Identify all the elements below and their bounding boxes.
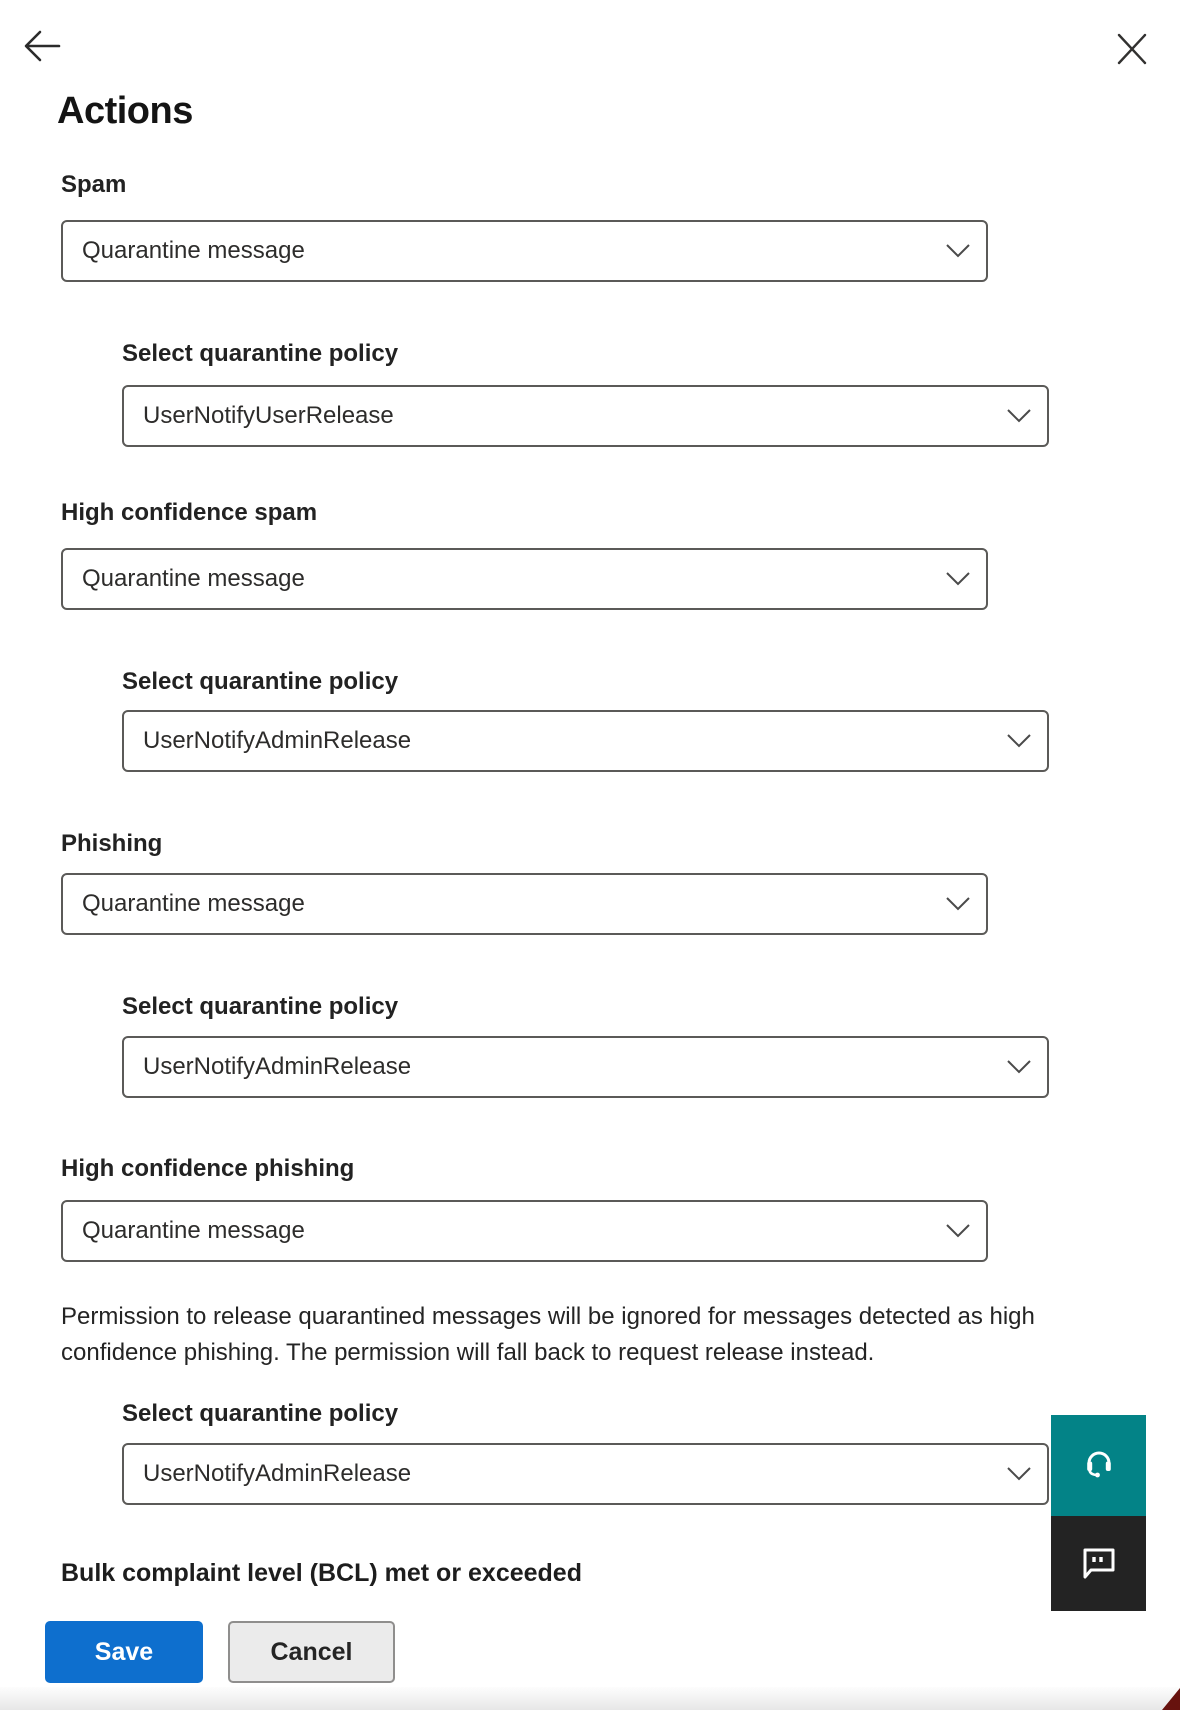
- bulk-complaint-level-label: Bulk complaint level (BCL) met or exceeded: [61, 1559, 582, 1587]
- chevron-down-icon: [1006, 733, 1032, 749]
- phishing-quarantine-policy-label: Select quarantine policy: [122, 993, 399, 1020]
- headset-icon: [1076, 1441, 1122, 1490]
- feedback-button[interactable]: [1051, 1516, 1146, 1611]
- chevron-down-icon: [1006, 1059, 1032, 1075]
- chevron-down-icon: [1006, 1466, 1032, 1482]
- arrow-left-icon: [20, 54, 64, 69]
- spam-quarantine-policy-dropdown[interactable]: [122, 385, 1049, 447]
- page-bottom-fade: [0, 1687, 1180, 1710]
- chevron-down-icon: [945, 571, 971, 587]
- close-button[interactable]: [1112, 30, 1152, 68]
- high-confidence-phishing-quarantine-policy-dropdown[interactable]: [122, 1443, 1049, 1505]
- corner-artifact: [1162, 1688, 1180, 1710]
- phishing-action-value: Quarantine message: [82, 890, 305, 917]
- chevron-down-icon: [945, 896, 971, 912]
- high-confidence-phishing-action-value: Quarantine message: [82, 1217, 305, 1244]
- high-confidence-phishing-quarantine-policy-value: UserNotifyAdminRelease: [143, 1460, 412, 1487]
- close-icon: [1112, 56, 1152, 71]
- high-confidence-spam-action-value: Quarantine message: [82, 565, 305, 592]
- high-confidence-spam-quarantine-policy-label: Select quarantine policy: [122, 668, 399, 695]
- phishing-quarantine-policy-value: UserNotifyAdminRelease: [143, 1053, 412, 1080]
- high-confidence-spam-quarantine-policy-value: UserNotifyAdminRelease: [143, 727, 412, 754]
- high-confidence-spam-label: High confidence spam: [61, 499, 318, 526]
- hcp-permission-note: Permission to release quarantined messages will be ignored for messages detected as high confidence phishing. The permission will fall back to request release instead.: [61, 1303, 1035, 1366]
- high-confidence-spam-action-dropdown[interactable]: [61, 548, 988, 610]
- save-button[interactable]: Save: [45, 1621, 203, 1683]
- chat-bubble-icon: [1077, 1540, 1121, 1587]
- chevron-down-icon: [945, 243, 971, 259]
- high-confidence-phishing-action-dropdown[interactable]: [61, 1200, 988, 1262]
- chevron-down-icon: [945, 1223, 971, 1239]
- spam-quarantine-policy-label: Select quarantine policy: [122, 340, 399, 367]
- help-button[interactable]: [1051, 1415, 1146, 1516]
- spam-label: Spam: [61, 171, 127, 198]
- phishing-label: Phishing: [61, 830, 163, 857]
- phishing-action-dropdown[interactable]: [61, 873, 988, 935]
- page-title: Actions: [57, 90, 193, 132]
- spam-action-dropdown[interactable]: [61, 220, 988, 282]
- spam-quarantine-policy-value: UserNotifyUserRelease: [143, 402, 394, 429]
- cancel-button[interactable]: Cancel: [228, 1621, 395, 1683]
- high-confidence-spam-quarantine-policy-dropdown[interactable]: [122, 710, 1049, 772]
- phishing-quarantine-policy-dropdown[interactable]: [122, 1036, 1049, 1098]
- back-button[interactable]: [20, 26, 64, 66]
- high-confidence-phishing-quarantine-policy-label: Select quarantine policy: [122, 1400, 399, 1427]
- chevron-down-icon: [1006, 408, 1032, 424]
- high-confidence-phishing-label: High confidence phishing: [61, 1155, 355, 1182]
- spam-action-value: Quarantine message: [82, 237, 305, 264]
